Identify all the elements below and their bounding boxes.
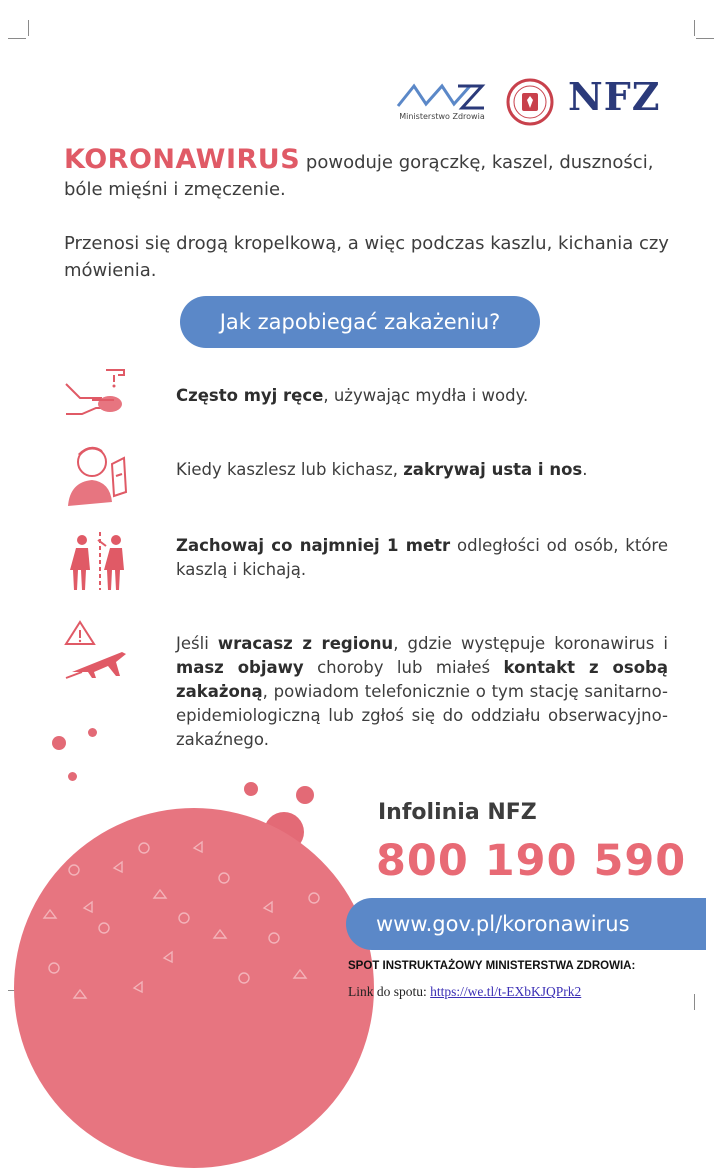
cough-cover-icon <box>62 440 130 508</box>
website-link[interactable]: www.gov.pl/koronawirus <box>346 898 706 950</box>
crop-mark <box>8 38 26 39</box>
distance-icon <box>62 526 130 594</box>
tip-text-part: odległości od osób, które kaszlą i kichają. <box>176 536 668 579</box>
tip-text-bold: wracasz z regionu <box>217 634 394 653</box>
travel-warning-icon <box>62 618 130 686</box>
tip-text-bold: Często myj ręce <box>176 386 324 405</box>
spot-link-label: Link do spotu: <box>348 984 431 999</box>
tip-wash-hands <box>176 384 668 408</box>
ministry-caption: Ministerstwo Zdrowia <box>399 112 485 121</box>
intro-text: powoduje gorączkę, kaszel, duszności, bóle mięśni i zmęczenie. <box>64 152 654 200</box>
tip-text-bold: kontakt z osobą zakażoną <box>176 658 668 701</box>
crop-mark <box>694 20 695 36</box>
decorative-dot <box>68 772 77 781</box>
prevention-title: Jak zapobiegać zakażeniu? <box>180 296 540 348</box>
tip-text-bold: masz objawy <box>176 658 304 677</box>
tip-cover-mouth <box>176 458 668 482</box>
virus-blob <box>14 808 374 1168</box>
hotline-number[interactable]: 800 190 590 <box>376 836 687 886</box>
transmission-paragraph: Przenosi się drogą kropelkową, a więc podczas kaszlu, kichania czy mówienia. <box>64 233 669 281</box>
crop-mark <box>694 994 695 1010</box>
intro-paragraph <box>64 146 674 203</box>
decorative-dot <box>296 786 314 804</box>
hotline-label: Infolinia NFZ <box>378 800 537 825</box>
hand-wash-icon <box>62 364 130 432</box>
tip-text-part: choroby lub miałeś <box>303 658 504 677</box>
decorative-dot <box>52 736 66 750</box>
nfz-logo: NFZ <box>568 74 661 119</box>
spot-link-line <box>348 984 581 1000</box>
tip-text-part: Jeśli <box>176 634 218 653</box>
tip-text-part: , używając mydła i wody. <box>323 386 529 405</box>
crop-mark <box>28 20 29 36</box>
tip-text-part: Kiedy kaszlesz lub kichasz, <box>176 460 404 479</box>
tip-travel <box>176 632 668 752</box>
tip-text-part: . <box>582 460 588 479</box>
tip-distance <box>176 534 668 582</box>
decorative-dot <box>244 782 258 796</box>
spot-heading: SPOT INSTRUKTAŻOWY MINISTERSTWA ZDROWIA: <box>348 960 636 972</box>
tip-text-bold: zakrywaj usta i nos <box>403 460 583 479</box>
virus-pattern-icon <box>14 808 374 1168</box>
spot-link[interactable]: https://we.tl/t-EXbKJQPrk2 <box>430 984 582 999</box>
tip-text-part: , powiadom telefonicznie o tym stację sanitarno-epidemiologiczną lub zgłoś się do oddziału obserwacyjno-zakaźnego. <box>176 682 668 749</box>
tip-text-bold: Zachowaj co najmniej 1 metr <box>176 536 451 555</box>
crop-mark <box>696 38 714 39</box>
decorative-dot <box>88 728 97 737</box>
ministry-seal-icon <box>506 78 554 126</box>
highlight-word: KORONAWIRUS <box>64 144 301 175</box>
tip-text-part: , gdzie występuje koronawirus i <box>393 634 668 653</box>
